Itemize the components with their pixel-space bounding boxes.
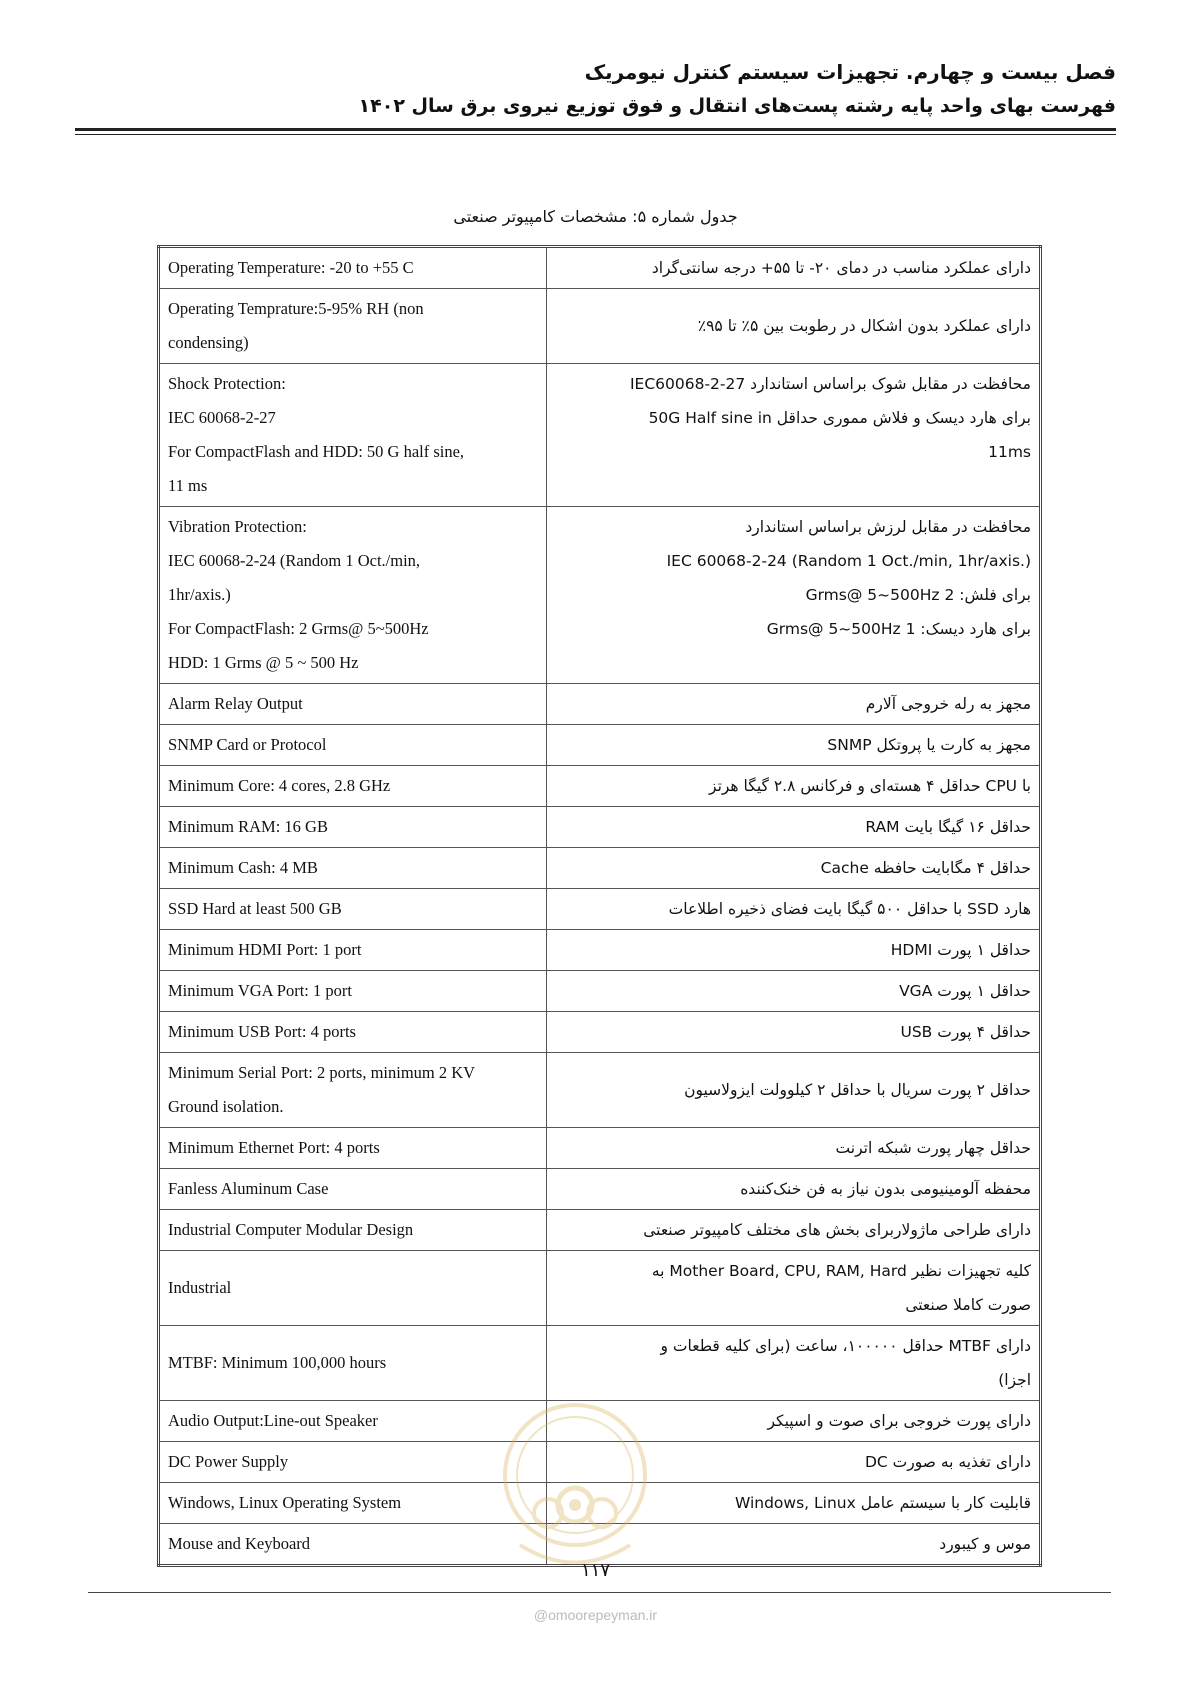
table-row (159, 1053, 1041, 1128)
spec-persian-line: حداقل ۱ پورت HDMI (890, 941, 1031, 959)
spec-english-line: Minimum VGA Port: 1 port (168, 981, 352, 1000)
spec-english-cell (159, 848, 547, 889)
table-row (159, 1012, 1041, 1053)
spec-persian-line: 11ms (988, 443, 1031, 461)
spec-english-line: Minimum RAM: 16 GB (168, 817, 328, 836)
spec-persian-cell (547, 930, 1041, 971)
spec-persian-line: صورت کاملا صنعتی (905, 1296, 1031, 1314)
table-row (159, 971, 1041, 1012)
spec-persian-line: محافظت در مقابل شوک براساس استاندارد IEC60068-2-27 (629, 375, 1031, 393)
spec-persian-line: حداقل ۲ پورت سریال با حداقل ۲ کیلوولت ایزولاسیون (684, 1081, 1031, 1099)
spec-persian-cell (547, 247, 1041, 289)
spec-persian-cell (547, 1169, 1041, 1210)
spec-persian-cell (547, 1401, 1041, 1442)
spec-english-cell (159, 1053, 547, 1128)
spec-english-cell (159, 1401, 547, 1442)
table-row (159, 1483, 1041, 1524)
spec-persian-cell (547, 725, 1041, 766)
table-row (159, 1326, 1041, 1401)
spec-english-line: DC Power Supply (168, 1452, 289, 1471)
spec-persian-line: دارای طراحی ماژولاربرای بخش های مختلف کامپیوتر صنعتی (643, 1221, 1031, 1239)
table-row (159, 848, 1041, 889)
spec-english-line: Vibration Protection: (168, 517, 307, 536)
spec-english-cell (159, 930, 547, 971)
spec-english-cell (159, 807, 547, 848)
spec-persian-line: مجهز به کارت یا پروتکل SNMP (827, 736, 1031, 754)
table-row (159, 807, 1041, 848)
spec-english-cell (159, 1326, 547, 1401)
spec-persian-cell (547, 1012, 1041, 1053)
spec-english-cell (159, 971, 547, 1012)
spec-persian-line: حداقل ۱ پورت VGA (899, 982, 1031, 1000)
table-row (159, 766, 1041, 807)
spec-english-line: Industrial (168, 1278, 232, 1297)
spec-persian-line: با CPU حداقل ۴ هسته‌ای و فرکانس ۲.۸ گیگا هرتز (709, 777, 1031, 795)
spec-persian-line: دارای پورت خروجی برای صوت و اسپیکر (767, 1412, 1031, 1430)
spec-persian-line: حداقل چهار پورت شبکه اترنت (835, 1139, 1031, 1157)
table-row (159, 930, 1041, 971)
spec-english-line: HDD: 1 Grms @ 5 ~ 500 Hz (168, 653, 359, 672)
spec-english-line: For CompactFlash: 2 Grms@ 5~500Hz (168, 619, 429, 638)
spec-english-line: IEC 60068-2-24 (Random 1 Oct./min, (168, 551, 421, 570)
table-row (159, 247, 1041, 289)
spec-persian-cell (547, 1326, 1041, 1401)
spec-english-line: Mouse and Keyboard (168, 1534, 311, 1553)
spec-english-line: Industrial Computer Modular Design (168, 1220, 414, 1239)
spec-english-cell (159, 1251, 547, 1326)
spec-english-cell (159, 507, 547, 684)
spec-english-cell (159, 684, 547, 725)
spec-persian-cell (547, 1128, 1041, 1169)
spec-english-cell (159, 1128, 547, 1169)
spec-persian-line: محافظت در مقابل لرزش براساس استاندارد (745, 518, 1031, 536)
spec-english-line: Operating Temprature:5-95% RH (non (168, 299, 424, 318)
spec-persian-line: موس و کیبورد (939, 1535, 1031, 1553)
table-row (159, 1442, 1041, 1483)
spec-english-line: Minimum USB Port: 4 ports (168, 1022, 356, 1041)
spec-english-line: IEC 60068-2-27 (168, 408, 276, 427)
spec-english-line: SSD Hard at least 500 GB (168, 899, 342, 918)
spec-english-line: Minimum HDMI Port: 1 port (168, 940, 362, 959)
spec-english-cell (159, 1012, 547, 1053)
table-row (159, 507, 1041, 684)
spec-persian-line: حداقل ۱۶ گیگا بایت RAM (865, 818, 1031, 836)
spec-english-cell (159, 1442, 547, 1483)
spec-persian-cell (547, 507, 1041, 684)
spec-english-cell (159, 1210, 547, 1251)
watermark-site: @omoorepeyman.ir (533, 1607, 658, 1623)
spec-english-line: Alarm Relay Output (168, 694, 303, 713)
spec-persian-line: مجهز به رله خروجی آلارم (865, 695, 1031, 713)
spec-persian-line: اجزا) (998, 1371, 1031, 1389)
spec-english-line: condensing) (168, 333, 249, 352)
spec-persian-cell (547, 1442, 1041, 1483)
spec-english-cell (159, 1483, 547, 1524)
spec-english-line: 1hr/axis.) (168, 585, 231, 604)
spec-persian-cell (547, 1483, 1041, 1524)
chapter-title: فصل بیست و چهارم. تجهیزات سیستم کنترل نیومریک (584, 60, 1116, 84)
table-row (159, 1128, 1041, 1169)
spec-persian-line: کلیه تجهیزات نظیر Mother Board, CPU, RAM, Hard به (651, 1262, 1031, 1280)
spec-english-cell (159, 364, 547, 507)
spec-english-line: Minimum Core: 4 cores, 2.8 GHz (168, 776, 391, 795)
spec-english-cell (159, 766, 547, 807)
spec-english-cell (159, 1169, 547, 1210)
spec-persian-cell (547, 848, 1041, 889)
spec-persian-cell (547, 766, 1041, 807)
spec-english-line: Minimum Serial Port: 2 ports, minimum 2 KV (168, 1063, 476, 1082)
spec-english-line: Fanless Aluminum Case (168, 1179, 329, 1198)
spec-persian-cell (547, 971, 1041, 1012)
table-row (159, 1210, 1041, 1251)
spec-english-line: Audio Output:Line-out Speaker (168, 1411, 378, 1430)
spec-persian-line: قابلیت کار با سیستم عامل Windows, Linux (734, 1494, 1031, 1512)
spec-persian-cell (547, 364, 1041, 507)
header-rule-thin (75, 134, 1116, 135)
table-caption: جدول شماره ۵: مشخصات کامپیوتر صنعتی (453, 207, 738, 226)
spec-english-line: Minimum Cash: 4 MB (168, 858, 318, 877)
spec-english-line: For CompactFlash and HDD: 50 G half sine, (168, 442, 465, 461)
spec-persian-cell (547, 289, 1041, 364)
page-number: ۱۱۷ (580, 1560, 610, 1581)
spec-english-line: Operating Temperature: -20 to +55 C (168, 258, 414, 277)
spec-persian-line: محفظه آلومینیومی بدون نیاز به فن خنک‌کننده (740, 1180, 1031, 1198)
header-rule-thick (75, 128, 1116, 131)
table-row (159, 889, 1041, 930)
table-row (159, 725, 1041, 766)
spec-english-line: 11 ms (168, 476, 208, 495)
footer-rule (88, 1592, 1111, 1593)
spec-persian-cell (547, 1210, 1041, 1251)
table-row (159, 1251, 1041, 1326)
spec-persian-cell (547, 1053, 1041, 1128)
spec-persian-line: برای هارد دیسک: 1 Grms@ 5~500Hz (766, 620, 1031, 638)
spec-persian-line: حداقل ۴ مگابایت حافظه Cache (820, 859, 1031, 877)
book-title: فهرست بهای واحد پایه رشته پست‌های انتقال و فوق توزیع نیروی برق سال ۱۴۰۲ (358, 95, 1116, 117)
spec-english-line: MTBF: Minimum 100,000 hours (168, 1353, 387, 1372)
table-row (159, 1169, 1041, 1210)
spec-persian-line: دارای عملکرد بدون اشکال در رطوبت بین ۵٪ تا ۹۵٪ (697, 317, 1031, 335)
spec-persian-line: هارد SSD با حداقل ۵۰۰ گیگا بایت فضای ذخیره اطلاعات (668, 900, 1031, 918)
spec-english-line: Minimum Ethernet Port: 4 ports (168, 1138, 380, 1157)
spec-persian-line: دارای عملکرد مناسب در دمای ۲۰- تا ۵۵+ درجه سانتی‌گراد (651, 259, 1031, 277)
spec-persian-cell (547, 1251, 1041, 1326)
spec-persian-line: برای هارد دیسک و فلاش مموری حداقل 50G Half sine in (648, 409, 1031, 427)
spec-english-line: Ground isolation. (168, 1097, 284, 1116)
spec-persian-line: دارای MTBF حداقل ۱۰۰۰۰۰، ساعت (برای کلیه قطعات و (660, 1337, 1031, 1355)
spec-english-cell (159, 247, 547, 289)
spec-english-cell (159, 289, 547, 364)
spec-persian-line: حداقل ۴ پورت USB (900, 1023, 1031, 1041)
spec-persian-line: دارای تغذیه به صورت DC (864, 1453, 1031, 1471)
spec-persian-line: برای فلش: 2 Grms@ 5~500Hz (805, 586, 1031, 604)
spec-persian-cell (547, 807, 1041, 848)
spec-english-cell (159, 889, 547, 930)
page-header (75, 55, 1116, 123)
spec-english-line: Windows, Linux Operating System (168, 1493, 402, 1512)
table-row (159, 1401, 1041, 1442)
spec-table (157, 245, 1042, 1567)
spec-english-line: SNMP Card or Protocol (168, 735, 327, 754)
table-row (159, 684, 1041, 725)
spec-persian-cell (547, 684, 1041, 725)
spec-english-cell (159, 725, 547, 766)
spec-english-line: Shock Protection: (168, 374, 286, 393)
table-row (159, 289, 1041, 364)
table-row (159, 364, 1041, 507)
spec-persian-line: IEC 60068-2-24 (Random 1 Oct./min, 1hr/axis.) (666, 552, 1031, 570)
spec-persian-cell (547, 889, 1041, 930)
